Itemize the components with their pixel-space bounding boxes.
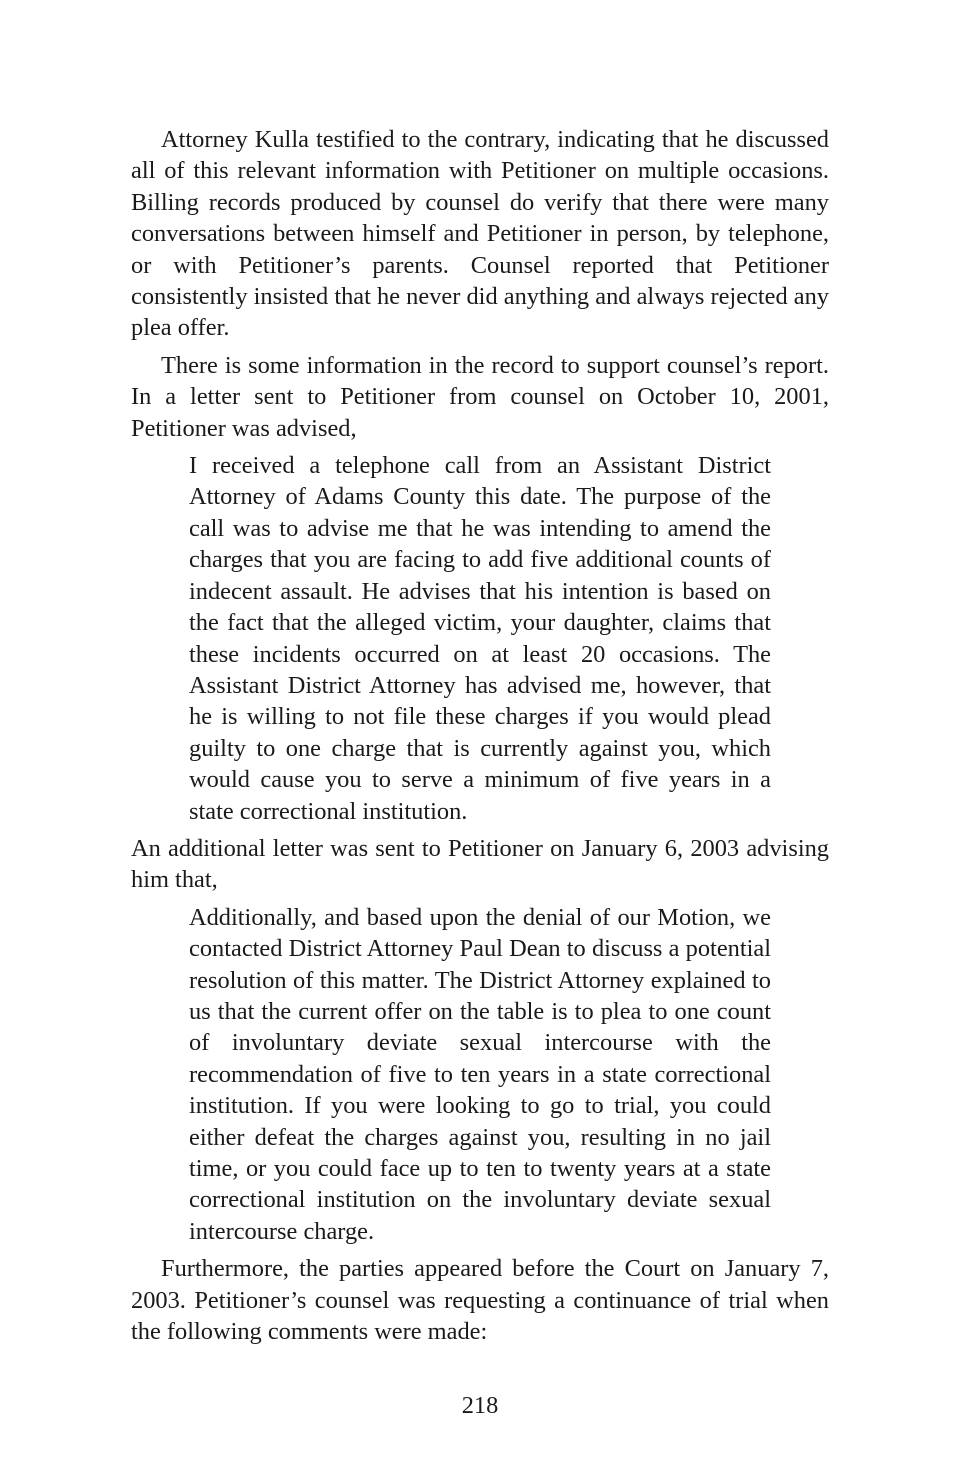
page-body — [131, 124, 829, 1347]
paragraph-kulla-testimony: Attorney Kulla testified to the contrary, indicating that he discussed all of this relevant information with Petitioner on multiple occasions. Billing records produced by counsel do verify that there were many conversations between himself and Petitioner in person, by telephone, or with Petitioner’s parents. Counsel reported that Petitioner consistently insisted that he never did anything and always rejected any plea offer. — [131, 126, 829, 342]
page-number: 218 — [461, 1392, 499, 1419]
paragraph-record-support: There is some information in the record to support counsel’s report. In a letter sent to Petitioner from counsel on October 10, 2001, Petitioner was advised, — [131, 351, 829, 442]
blockquote-january-letter: Additionally, and based upon the denial of our Motion, we contacted District Attorney Paul Dean to discuss a potential resolution of this matter. The District Attorney explained to us that the current offer on the table is to plea to one count of involuntary deviate sexual intercourse with the recommendation of five to ten years in a state correctional institution. If you were looking to go to trial, you could either defeat the charges against you, resulting in no jail time, or you could face up to ten to twenty years at a state correctional institution on the involuntary deviate sexual intercourse charge. — [189, 903, 771, 1245]
paragraph-january-letter-intro: An additional letter was sent to Petitioner on January 6, 2003 advising him that, — [131, 834, 829, 894]
blockquote-october-letter: I received a telephone call from an Assistant District Attorney of Adams County this date. The purpose of the call was to advise me that he was intending to amend the charges that you are facing to add five additional counts of indecent assault. He advises that his intention is based on the fact that the alleged victim, your daughter, claims that these incidents occurred on at least 20 occasions. The Assistant District Attorney has advised me, however, that he is willing to not file these charges if you would plead guilty to one charge that is currently against you, which would cause you to serve a minimum of five years in a state correctional institution. — [189, 452, 771, 825]
paragraph-court-appearance: Furthermore, the parties appeared before the Court on January 7, 2003. Petitioner’s counsel was requesting a continuance of trial when the following comments were made: — [131, 1255, 829, 1346]
